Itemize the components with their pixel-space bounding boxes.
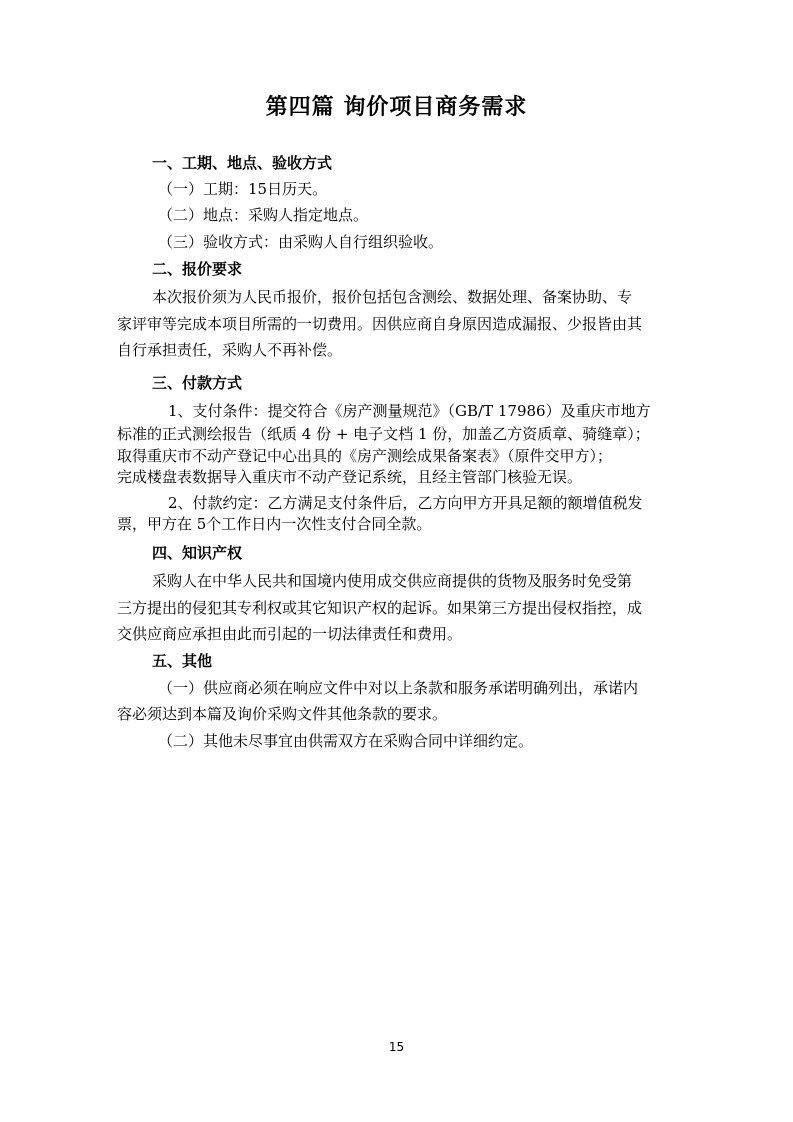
payment-terms-line: 2、付款约定：乙方满足支付条件后，乙方向甲方开具足额的额增值税发	[168, 494, 643, 512]
ip-line: 采购人在中华人民共和国境内使用成交供应商提供的货物及服务时免受第	[152, 572, 633, 590]
other-item-line: （一）供应商必须在响应文件中对以上条款和服务承诺明确列出，承诺内	[158, 679, 639, 697]
section-heading-ip: 四、知识产权	[152, 544, 243, 562]
ip-line: 交供应商应承担由此而引起的一切法律责任和费用。	[117, 625, 463, 643]
payment-condition-line: 标准的正式测绘报告（纸质 4 份 + 电子文档 1 份，加盖乙方资质章、骑缝章）；	[117, 425, 650, 443]
other-item-line: （二）其他未尽事宜由供需双方在采购合同中详细约定。	[158, 732, 534, 750]
schedule-item-location: （二）地点：采购人指定地点。	[158, 206, 369, 224]
page-number: 15	[388, 1040, 405, 1054]
quotation-line: 自行承担责任，采购人不再补偿。	[117, 341, 343, 359]
payment-condition-line: 取得重庆市不动产登记中心出具的《房产测绘成果备案表》（原件交甲方）；	[117, 447, 613, 465]
schedule-item-acceptance: （三）验收方式：由采购人自行组织验收。	[158, 233, 444, 251]
payment-condition-line: 完成楼盘表数据导入重庆市不动产登记系统，且经主管部门核验无误。	[117, 468, 583, 486]
other-item-line: 容必须达到本篇及询价采购文件其他条款的要求。	[117, 705, 448, 723]
section-heading-other: 五、其他	[152, 652, 213, 670]
page-title: 第四篇 询价项目商务需求	[265, 95, 528, 120]
section-heading-schedule: 一、工期、地点、验收方式	[152, 154, 333, 172]
quotation-line: 家评审等完成本项目所需的一切费用。因供应商自身原因造成漏报、少报皆由其	[117, 315, 643, 333]
payment-condition-line: 1、支付条件：提交符合《房产测量规范》（GB/T 17986）及重庆市地方	[168, 402, 651, 420]
section-heading-payment: 三、付款方式	[152, 374, 243, 392]
schedule-item-duration: （一）工期：15日历天。	[158, 180, 328, 198]
quotation-line: 本次报价须为人民币报价，报价包括包含测绘、数据处理、备案协助、专	[152, 288, 633, 306]
section-heading-quotation: 二、报价要求	[152, 260, 243, 278]
ip-line: 三方提出的侵犯其专利权或其它知识产权的起诉。如果第三方提出侵权指控，成	[117, 599, 643, 617]
payment-terms-line: 票，甲方在 5个工作日内一次性支付合同全款。	[117, 515, 432, 533]
